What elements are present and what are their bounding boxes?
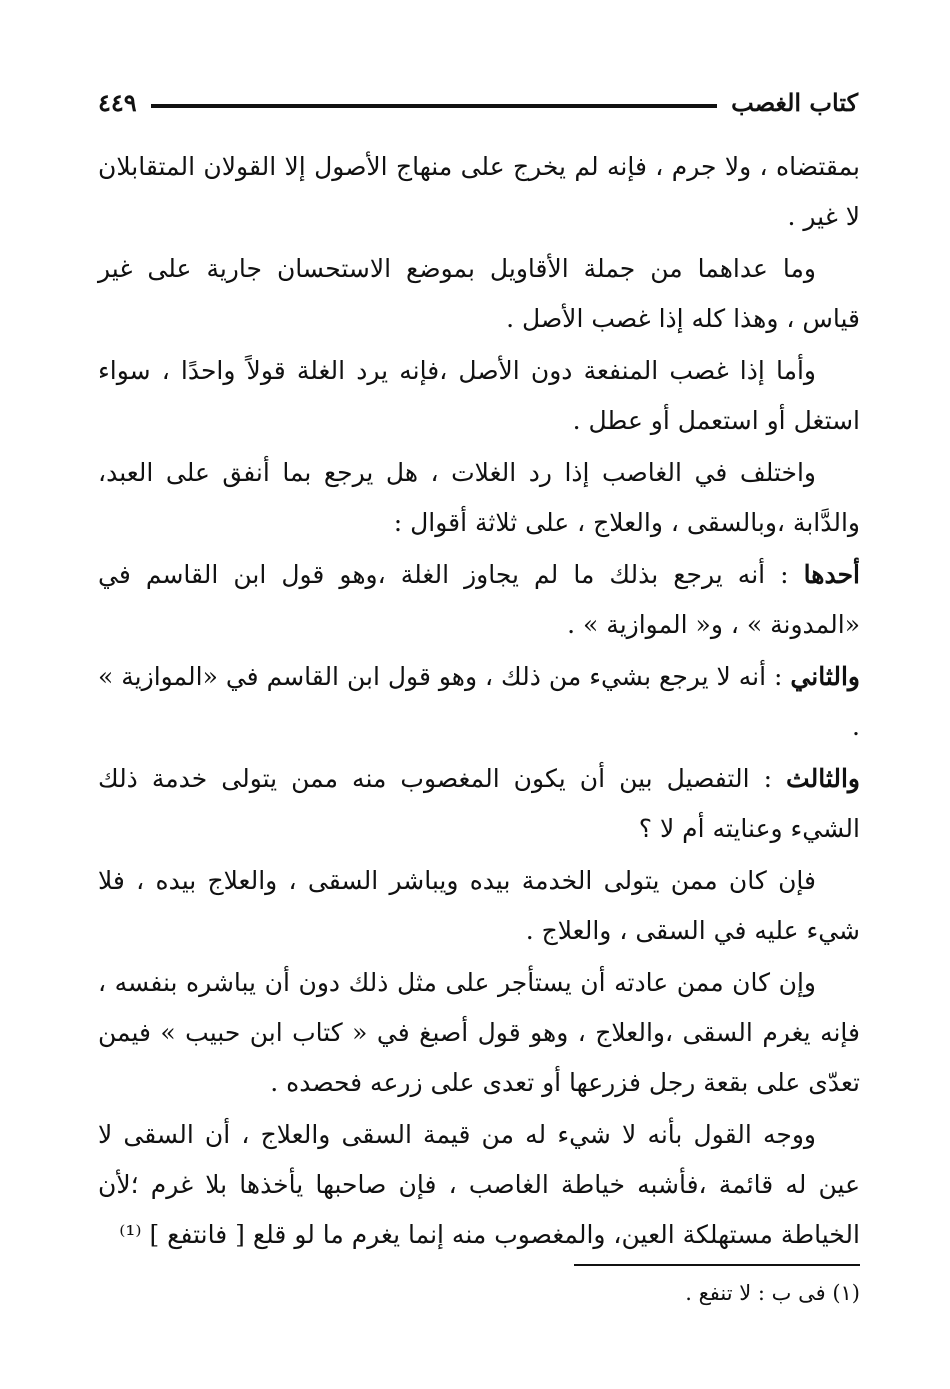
paragraph-lead: أحدها <box>803 560 860 589</box>
paragraph <box>98 1110 860 1260</box>
running-header <box>98 82 858 122</box>
paragraph-text: : أنه لا يرجع بشيء من ذلك ، وهو قول ابن القاسم في «الموازية » . <box>98 662 860 741</box>
header-title: كتاب الغصب <box>731 87 858 117</box>
paragraph-text: وما عداهما من جملة الأقاويل بموضع الاستحسان جارية على غير قياس ، وهذا كله إذا غصب الأصل . <box>98 254 860 333</box>
paragraph <box>98 448 860 548</box>
paragraph <box>98 244 860 344</box>
paragraph-text: بمقتضاه ، ولا جرم ، فإنه لم يخرج على منهاج الأصول إلا القولان المتقابلان لا غير . <box>98 152 860 231</box>
paragraph-text: وإن كان ممن عادته أن يستأجر على مثل ذلك دون أن يباشره بنفسه ، فإنه يغرم السقى ،والعلاج ، وهو قول أصبغ في « كتاب ابن حبيب » فيمن تعدّى على بقعة رجل فزرعها أو تعدى على زرعه فحصده . <box>98 968 860 1097</box>
main-text <box>98 142 860 1262</box>
paragraph-lead: والثالث <box>786 764 860 793</box>
paragraph <box>98 550 860 650</box>
paragraph <box>98 346 860 446</box>
header-rule <box>151 104 717 108</box>
paragraph-lead: والثاني <box>790 662 860 691</box>
page-number: ٤٤٩ <box>98 87 137 117</box>
paragraph <box>98 856 860 956</box>
paragraph-text: وأما إذا غصب المنفعة دون الأصل ،فإنه يرد الغلة قولاً واحدًا ، سواء استغل أو استعمل أو عطل . <box>98 356 860 435</box>
paragraph-text: : التفصيل بين أن يكون المغصوب منه ممن يتولى خدمة ذلك الشيء وعنايته أم لا ؟ <box>98 764 860 843</box>
paragraph-text: : أنه يرجع بذلك ما لم يجاوز الغلة ،وهو قول ابن القاسم في «المدونة » ، و« الموازية » . <box>98 560 860 639</box>
paragraph-text: واختلف في الغاصب إذا رد الغلات ، هل يرجع بما أنفق على العبد، والدَّابة ،وبالسقى ، والعلاج ، على ثلاثة أقوال : <box>98 458 860 537</box>
paragraph <box>98 142 860 242</box>
paragraph <box>98 958 860 1108</box>
footnote: (١) فى ب : لا تنفع . <box>685 1281 860 1305</box>
footnote-rule <box>574 1264 860 1266</box>
paragraph-text: فإن كان ممن يتولى الخدمة بيده ويباشر السقى ، والعلاج بيده ، فلا شيء عليه في السقى ، والعلاج . <box>98 866 860 945</box>
paragraph <box>98 652 860 752</box>
paragraph <box>98 754 860 854</box>
paragraph-text: ووجه القول بأنه لا شيء له من قيمة السقى والعلاج ، أن السقى لا عين له قائمة ،فأشبه خياطة الغاصب ، فإن صاحبها يأخذها بلا غرم ؛لأن الخياطة مستهلكة العين، والمغصوب منه إنما يغرم ما لو قلع [ فانتفع ] ⁽¹⁾ <box>98 1120 860 1249</box>
